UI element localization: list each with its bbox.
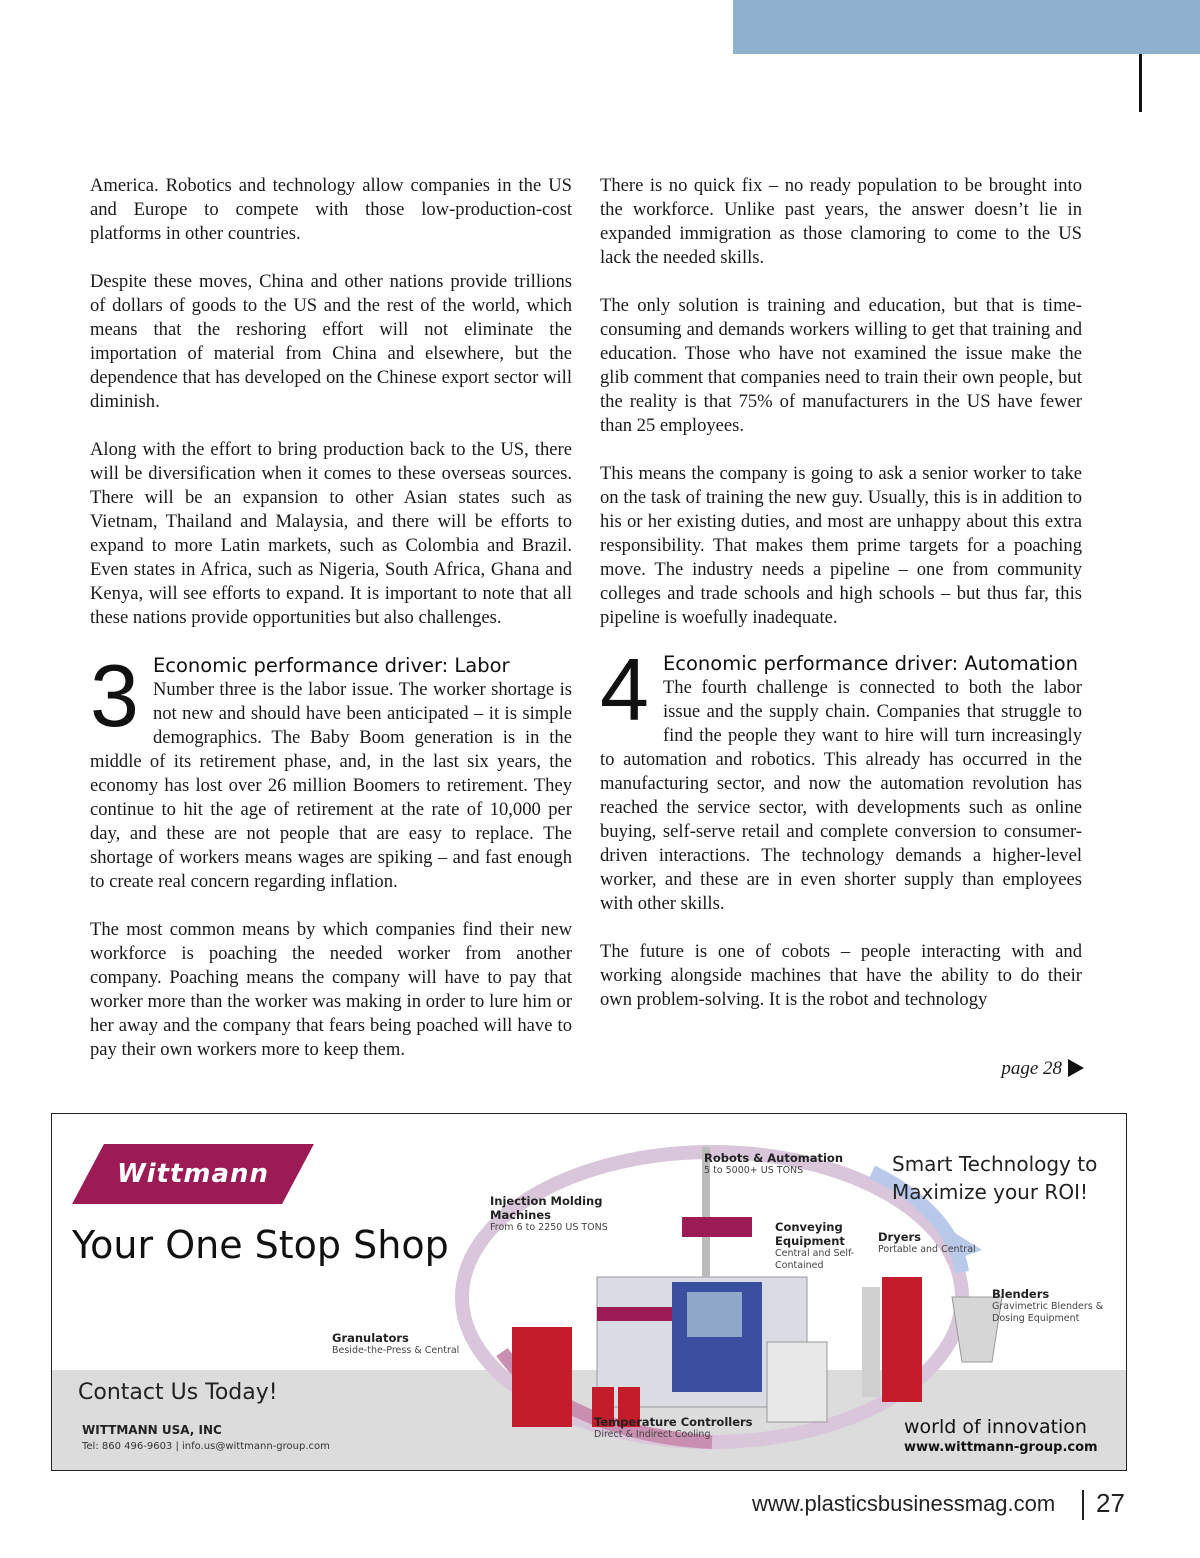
ad-headline: Your One Stop Shop [72,1223,449,1267]
label-temperature: Temperature Controllers Direct & Indirect Cooling [594,1415,753,1440]
paragraph: This means the company is going to ask a senior worker to take on the task of training the new guy. Usually, this is in addition to his or her existing duties, and most are unhappy about this extra responsibility. That makes them prime targets for a poaching move. The industry needs a pipeline – one from community colleges and trade schools and high schools – but thus far, this pipeline is woefully inadequate. [600,463,1082,628]
paragraph: The most common means by which companies find their new workforce is poaching the needed worker from another company. Poaching means the company will have to pay that worker more than the worker was making in order to lure him or her away and the company that fears being poached will have to pay their own workers more to keep them. [90,919,572,1060]
wittmann-logo[interactable]: Wittmann [72,1144,314,1204]
right-column [600,174,1082,1036]
paragraph: The only solution is training and education, but that is time-consuming and demands workers willing to get that training and education. Those who have not examined the issue make the glib comment that companies need to train their own people, but the reality is that 75% of manufacturers in the US have fewer than 25 employees. [600,295,1082,436]
section-number: 4 [600,640,649,739]
section-body: Number three is the labor issue. The worker shortage is not new and should have been anticipated – it is simple demographics. The Baby Boom generation is in the middle of its retirement phase, and, in the last six years, the economy has lost over 26 million Boomers to retirement. They continue to hit the age of retirement at the rate of 10,000 per day, and these are not people that are easy to replace. The shortage of workers means wages are spiking – and fast enough to create real concern regarding inflation. [90,679,572,892]
ad-contact-line[interactable]: Tel: 860 496-9603 | info.us@wittmann-group.com [82,1441,330,1452]
header-rule [1139,54,1142,112]
label-injection: Injection Molding Machines From 6 to 2250 US TONS [490,1194,608,1233]
label-robots: Robots & Automation 5 to 5000+ US TONS [704,1151,844,1176]
section-labor [90,646,572,894]
ad-website-link[interactable]: www.wittmann-group.com [904,1440,1098,1455]
footer-url[interactable]: www.plasticsbusinessmag.com [752,1491,1056,1516]
advertisement[interactable] [51,1113,1127,1471]
section-number: 3 [90,646,139,745]
continued-label: page 28 [1001,1058,1062,1079]
ad-company-name: WITTMANN USA, INC [82,1423,222,1437]
ad-contact-title[interactable]: Contact Us Today! [78,1380,278,1405]
label-blenders: Blenders Gravimetric Blenders & Dosing Equipment [992,1287,1104,1324]
left-column [90,174,572,1086]
section-title: Economic performance driver: Labor [152,654,510,677]
section-automation [600,640,1082,916]
label-conveying: Conveying Equipment Central and Self-Contained [775,1220,855,1271]
label-dryers: Dryers Portable and Central [878,1230,976,1255]
page-number: 27 [1096,1488,1125,1518]
footer-divider [1082,1490,1084,1520]
section-body: The fourth challenge is connected to both the labor issue and the supply chain. Companies that struggle to find the people they want to hire will turn increasingly to automation and robotics. This already has occurred in the manufacturing sector, and now the automation revolution has reached the service sector, with developments such as online buying, self-serve retail and complete conversion to consumer-driven interactions. The technology demands a higher-level worker, and these are in even shorter supply than employees with other skills. [600,677,1082,914]
paragraph: There is no quick fix – no ready population to be brought into the workforce. Unlike past years, the answer doesn’t lie in expanded immigration as those clamoring to come to the US lack the needed skills. [600,175,1082,268]
paragraph: The future is one of cobots – people interacting with and working alongside machines that have the ability to do their own problem-solving. It is the robot and technology [600,941,1082,1010]
paragraph: Despite these moves, China and other nations provide trillions of dollars of goods to the US and the rest of the world, which means that the reshoring effort will not eliminate the importation of material from China and elsewhere, but the dependence that has developed on the Chinese export sector will diminish. [90,271,572,412]
play-arrow-icon [1068,1059,1084,1077]
continued-link[interactable] [950,1056,1084,1082]
paragraph: America. Robotics and technology allow companies in the US and Europe to compete with those low-production-cost platforms in other countries. [90,175,572,244]
ad-slogan: world of innovation [904,1416,1087,1438]
label-granulators: Granulators Beside-the-Press & Central [332,1331,460,1356]
section-title: Economic performance driver: Automation [662,652,1078,675]
header-color-band [733,0,1200,54]
paragraph: Along with the effort to bring production back to the US, there will be diversification when it comes to these overseas sources. There will be an expansion to other Asian states such as Vietnam, Thailand and Malaysia, and there will be efforts to expand to more Latin markets, such as Colombia and Brazil. Even states in Africa, such as Nigeria, South Africa, Ghana and Kenya, will see efforts to expand. It is important to note that all these nations provide opportunities but also challenges. [90,439,572,628]
ad-tagline: Smart Technology to Maximize your ROI! [892,1152,1098,1204]
